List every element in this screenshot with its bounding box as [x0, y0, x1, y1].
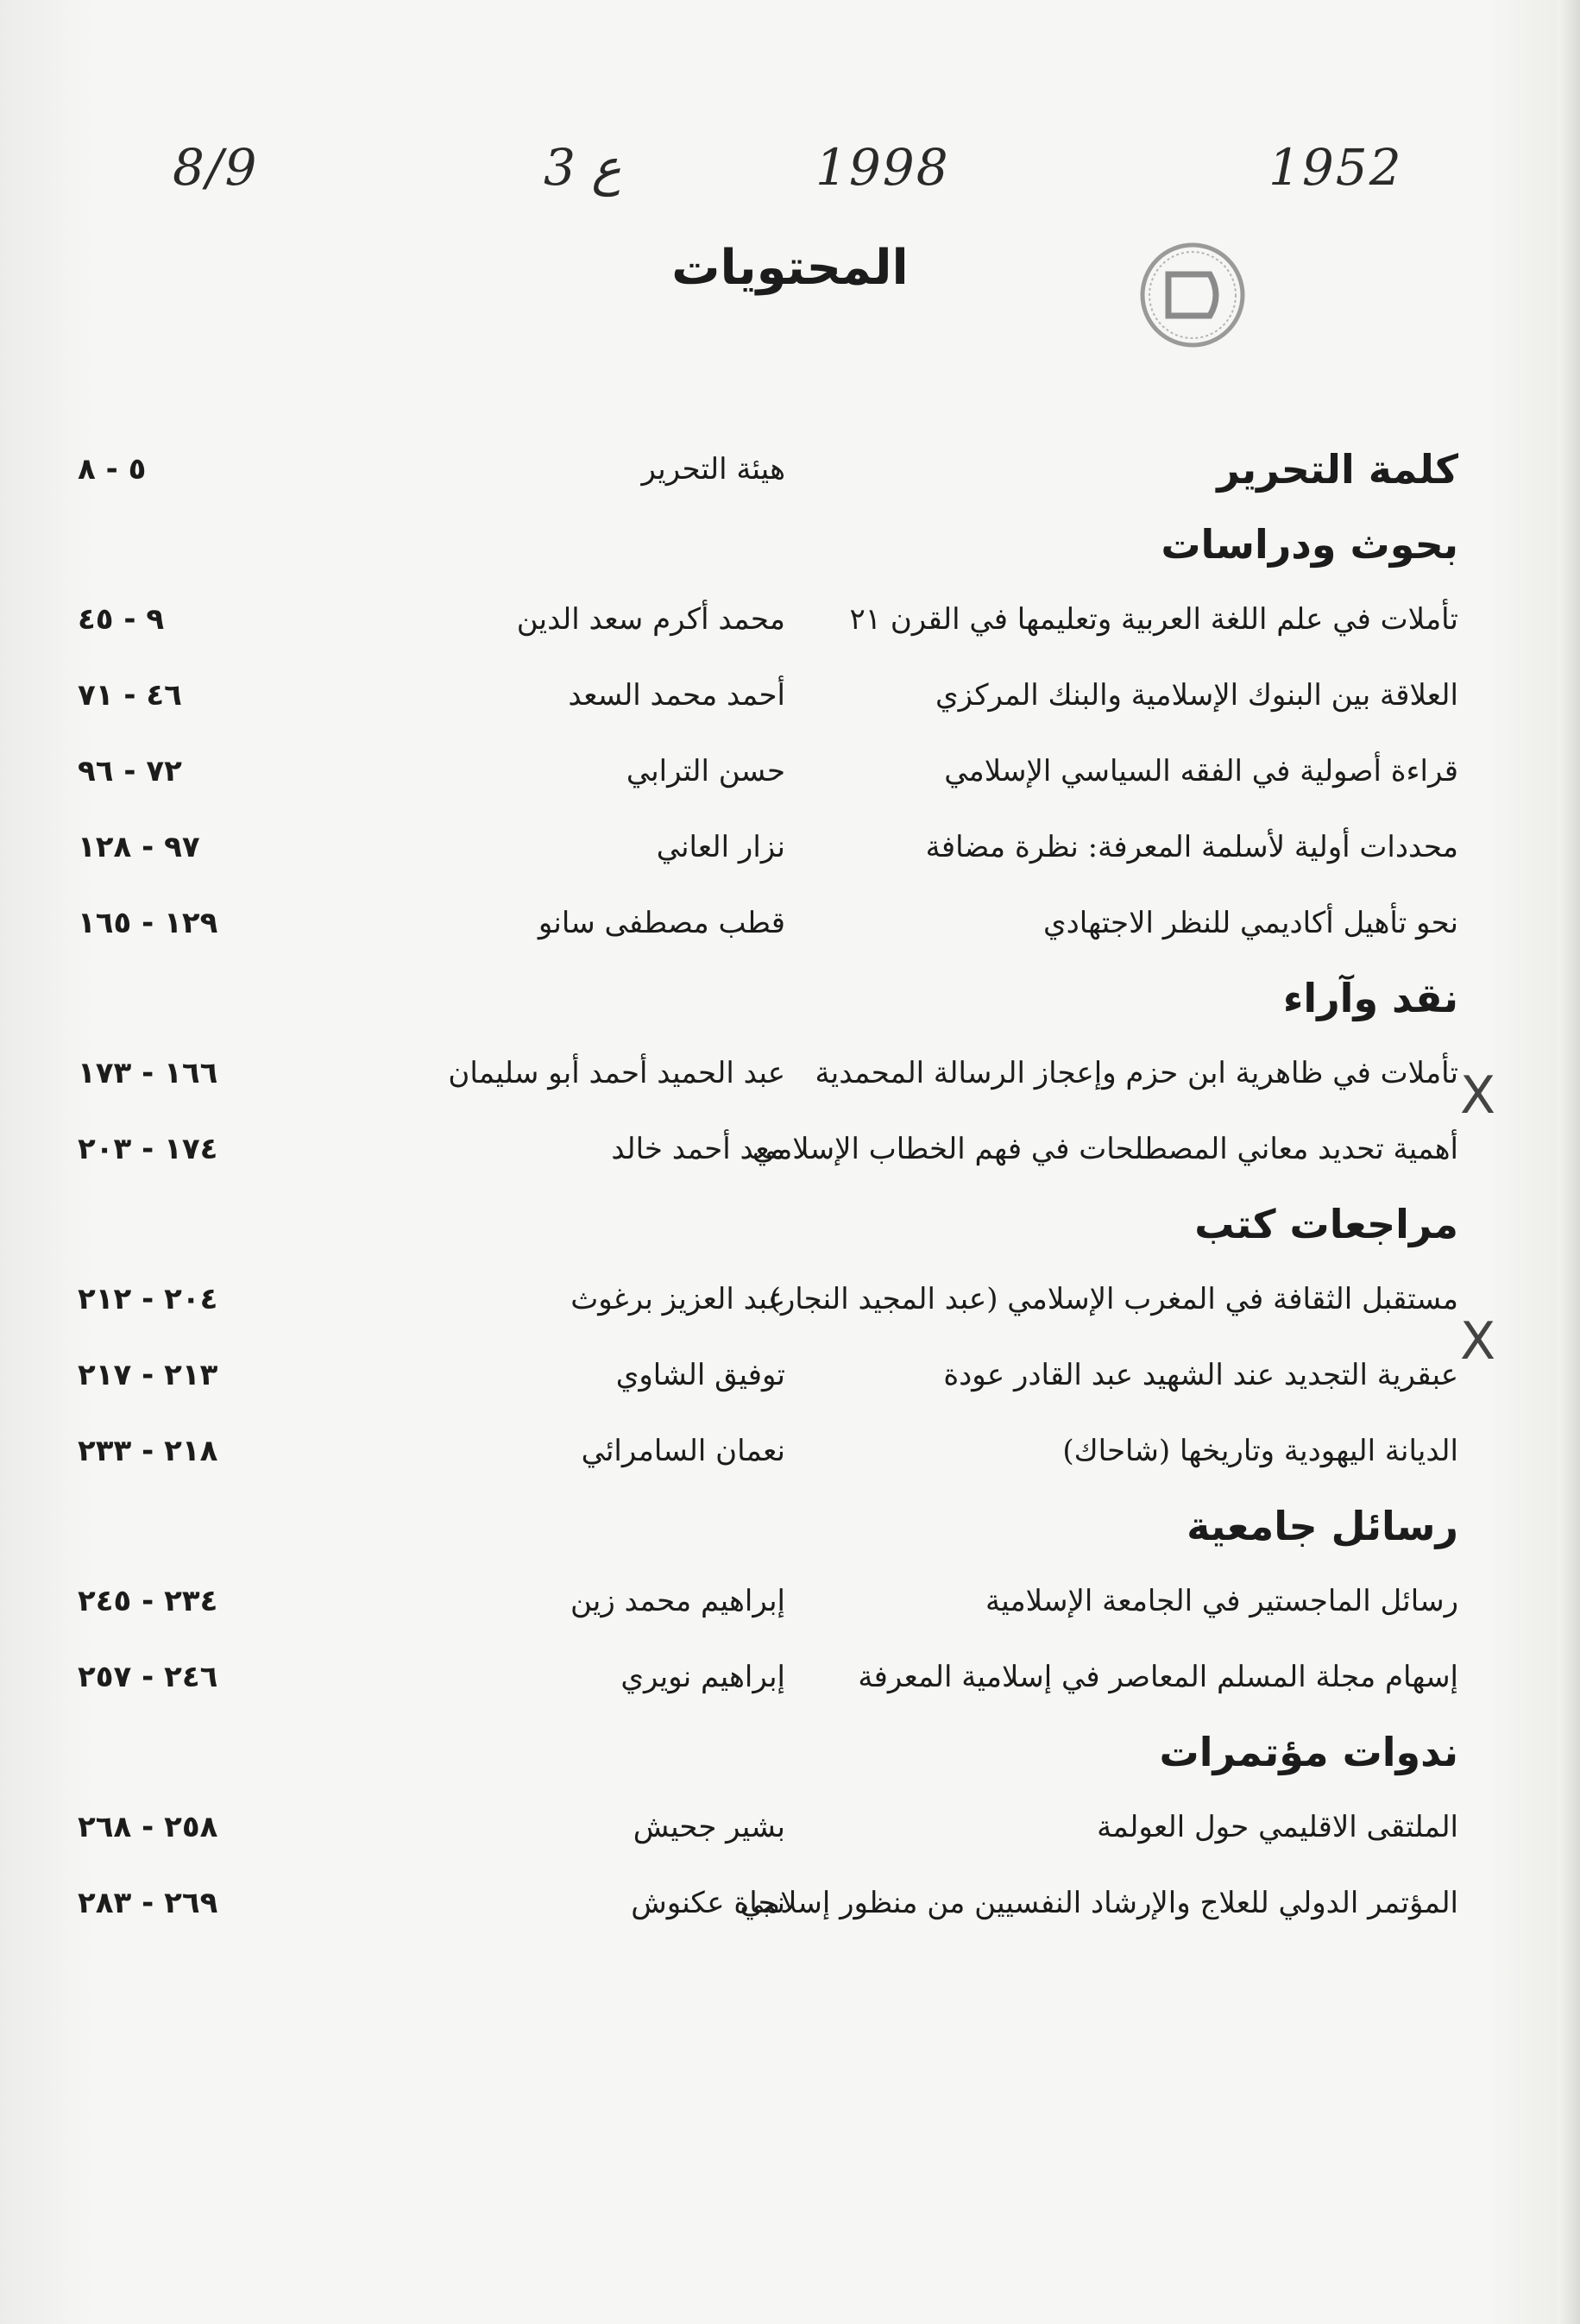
handwritten-note-left: 8/9 [173, 138, 259, 197]
page-title: المحتويات [671, 240, 909, 296]
section-heading-theses: رسائل جامعية [1187, 1503, 1458, 1549]
toc-row [60, 1413, 1458, 1489]
toc-pages: ٢٠٤ - ٢١٢ [78, 1282, 218, 1316]
toc-author: نعمان السامرائي [581, 1434, 785, 1468]
toc-author: محمد أكرم سعد الدين [516, 602, 785, 637]
toc-title: قراءة أصولية في الفقه السياسي الإسلامي [944, 754, 1458, 788]
toc-row [60, 1639, 1458, 1715]
toc-row [60, 885, 1458, 961]
toc-pages: ٤٦ - ٧١ [78, 678, 182, 713]
toc-row [60, 1035, 1458, 1111]
toc-title: مستقبل الثقافة في المغرب الإسلامي (عبد المجيد النجار) [769, 1282, 1458, 1316]
toc-title: عبقرية التجديد عند الشهيد عبد القادر عودة [943, 1358, 1458, 1392]
toc-row [60, 1261, 1458, 1337]
toc-title: الديانة اليهودية وتاريخها (شاحاك) [1062, 1434, 1458, 1468]
toc-author: نزار العاني [656, 830, 785, 864]
toc-author: إبراهيم محمد زين [570, 1584, 785, 1618]
toc-pages: ١٧٤ - ٢٠٣ [78, 1132, 218, 1166]
toc-row [60, 1789, 1458, 1865]
toc-author: بشير جحيش [633, 1810, 785, 1844]
toc-row [60, 1865, 1458, 1941]
section-heading-editorial: كلمة التحرير [1217, 446, 1458, 493]
handwritten-margin-mark: X [1460, 1065, 1496, 1126]
handwritten-note-mid-b: 1998 [815, 138, 950, 197]
toc-title: رسائل الماجستير في الجامعة الإسلامية [985, 1584, 1458, 1618]
toc-pages: ٢٥٨ - ٢٦٨ [78, 1810, 218, 1844]
handwritten-margin-mark: X [1460, 1311, 1496, 1372]
toc-author: أحمد محمد السعد [568, 678, 785, 713]
toc-author: إبراهيم نويري [620, 1660, 785, 1694]
toc-pages: ٩٧ - ١٢٨ [78, 830, 200, 864]
toc-row [60, 1111, 1458, 1187]
toc-pages: ٢٦٩ - ٢٨٣ [78, 1886, 218, 1920]
toc-row [60, 809, 1458, 885]
toc-row [60, 581, 1458, 657]
section-heading-book-reviews: مراجعات كتب [1194, 1201, 1458, 1247]
section-heading-research: بحوث ودراسات [1161, 521, 1458, 568]
toc-author: نجاة عكنوش [631, 1886, 785, 1920]
section-heading-critique: نقد وآراء [1282, 975, 1458, 1021]
toc-title: الملتقى الاقليمي حول العولمة [1097, 1810, 1458, 1844]
toc-row [60, 733, 1458, 809]
toc-title: المؤتمر الدولي للعلاج والإرشاد النفسيين من منظور إسلامي [740, 1886, 1458, 1920]
toc-title: إسهام مجلة المسلم المعاصر في إسلامية المعرفة [858, 1660, 1458, 1694]
toc-pages: ٢١٣ - ٢١٧ [78, 1358, 218, 1392]
toc-pages: ١٦٦ - ١٧٣ [78, 1056, 218, 1090]
toc-pages: ٩ - ٤٥ [78, 602, 165, 637]
toc-pages: ٢٣٤ - ٢٤٥ [78, 1584, 218, 1618]
toc-author: توفيق الشاوي [615, 1358, 785, 1392]
table-of-contents [60, 431, 1458, 1941]
section-heading-conferences: ندوات مؤتمرات [1159, 1729, 1458, 1775]
toc-row-editorial [60, 431, 1458, 507]
toc-pages: ٧٢ - ٩٦ [78, 754, 182, 788]
toc-author: عبد الحميد أحمد أبو سليمان [448, 1056, 785, 1090]
toc-title: أهمية تحديد معاني المصطلحات في فهم الخطاب الإسلامي [752, 1132, 1458, 1166]
toc-title: نحو تأهيل أكاديمي للنظر الاجتهادي [1043, 906, 1458, 940]
toc-title: تأملات في علم اللغة العربية وتعليمها في القرن ٢١ [849, 602, 1458, 637]
toc-pages: ١٢٩ - ١٦٥ [78, 906, 218, 940]
toc-row [60, 657, 1458, 733]
toc-author: عبد العزيز برغوث [570, 1282, 785, 1316]
toc-author: حسن الترابي [626, 754, 785, 788]
handwritten-note-mid-a: 3 ع [544, 138, 621, 197]
toc-author: هيئة التحرير [641, 452, 785, 487]
toc-row [60, 1337, 1458, 1413]
toc-author: معد أحمد خالد [611, 1132, 785, 1166]
toc-author: قطب مصطفى سانو [538, 906, 785, 940]
toc-row [60, 1563, 1458, 1639]
toc-title: تأملات في ظاهرية ابن حزم وإعجاز الرسالة المحمدية [815, 1056, 1458, 1090]
toc-pages: ٥ - ٨ [78, 452, 147, 487]
toc-title: العلاقة بين البنوك الإسلامية والبنك المركزي [935, 678, 1458, 713]
page-spine-shadow [1558, 0, 1580, 2324]
toc-pages: ٢١٨ - ٢٣٣ [78, 1434, 218, 1468]
toc-pages: ٢٤٦ - ٢٥٧ [78, 1660, 218, 1694]
toc-title: محددات أولية لأسلمة المعرفة: نظرة مضافة [925, 830, 1458, 864]
handwritten-note-right: 1952 [1268, 138, 1403, 197]
